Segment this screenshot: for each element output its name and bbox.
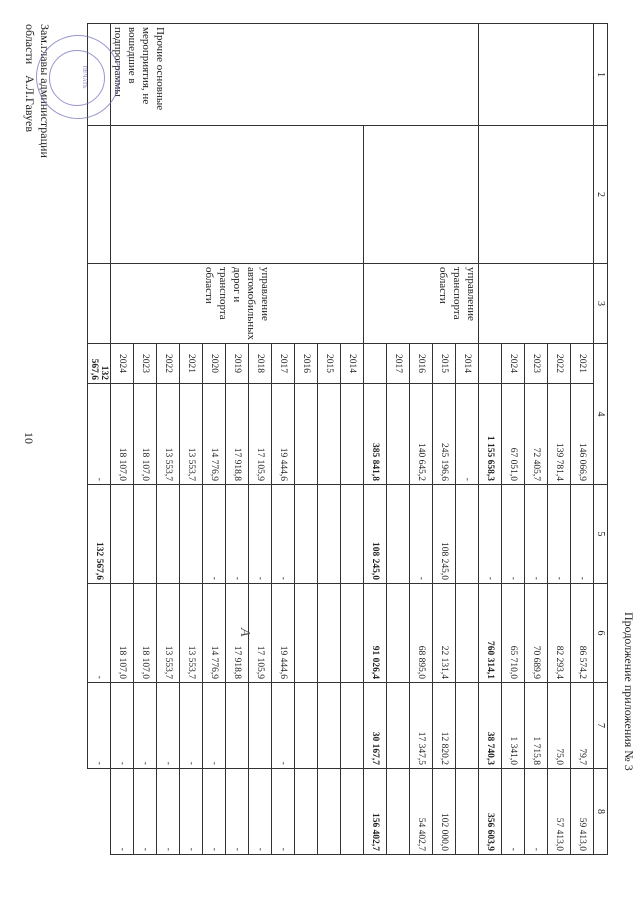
data-table [87,23,608,855]
value-cell: 13 553,7 [180,583,203,682]
value-cell: - [410,484,433,583]
sec1-col2 [479,126,594,264]
value-cell [318,383,341,484]
value-cell [341,583,364,682]
total-cell: 132 567,6 [88,343,111,383]
value-cell: - [203,484,226,583]
value-cell: - [456,383,479,484]
value-cell: - [502,768,525,854]
value-cell [295,583,318,682]
total-cell: - [88,383,111,484]
value-cell: - [111,768,134,854]
header-col-5: 5 [594,484,608,583]
value-cell: - [525,484,548,583]
value-cell: 13 553,7 [180,383,203,484]
value-cell: 19 444,6 [272,583,295,682]
value-cell: 108 245,0 [433,484,456,583]
value-cell: 70 689,9 [525,583,548,682]
value-cell [180,484,203,583]
official-stamp [36,35,120,119]
value-cell: - [203,682,226,768]
value-cell [387,484,410,583]
value-cell: 54 402,7 [410,768,433,854]
year-cell: 2020 [203,343,226,383]
value-cell: 17 105,9 [249,383,272,484]
footer-line1: Зам.главы администрации [38,24,52,158]
year-cell: 2015 [433,343,456,383]
year-cell [88,264,111,344]
year-cell: 2023 [525,343,548,383]
total-cell: 385 841,8 [364,383,387,484]
total-cell: 38 740,3 [479,682,502,768]
value-cell [295,768,318,854]
value-cell: - [272,484,295,583]
continuation-title: Продолжение приложения № 3 [622,612,636,771]
value-cell: 19 444,6 [272,383,295,484]
value-cell: 1 341,0 [502,682,525,768]
section-title: Прочие основные мероприятия, не вошедшие в подпрограммы [111,24,479,126]
total-row [88,24,111,855]
total-cell: 1 155 658,3 [479,383,502,484]
value-cell: - [203,768,226,854]
value-cell [295,682,318,768]
sec1-col1 [479,24,594,126]
year-cell [364,343,387,383]
value-cell: 79,7 [571,682,594,768]
value-cell: 65 710,0 [502,583,525,682]
value-cell: - [134,682,157,768]
value-cell: 102 000,0 [433,768,456,854]
table-row [571,24,594,855]
total-cell: 30 167,7 [364,682,387,768]
value-cell: - [180,682,203,768]
total-cell: - [88,583,111,682]
value-cell: 14 776,9 [203,583,226,682]
agency-name: управление транспорта области [364,264,479,344]
header-col-6: 6 [594,583,608,682]
year-cell: 2018 [249,343,272,383]
value-cell: - [249,484,272,583]
year-cell: 2022 [548,343,571,383]
header-col-2: 2 [594,126,608,264]
sec1-col3 [479,264,594,344]
value-cell: - [502,484,525,583]
total-cell: 108 245,0 [364,484,387,583]
value-cell [456,682,479,768]
value-cell: 13 553,7 [157,583,180,682]
value-cell [341,383,364,484]
value-cell [134,484,157,583]
value-cell [387,768,410,854]
handwritten-mark: А [237,628,252,637]
total-cell: 91 026,4 [364,583,387,682]
value-cell: 14 776,9 [203,383,226,484]
value-cell [295,484,318,583]
value-cell [341,768,364,854]
value-cell: 59 413,0 [571,768,594,854]
year-cell [479,343,502,383]
value-cell: - [226,768,249,854]
value-cell: 12 820,2 [433,682,456,768]
value-cell: 140 645,2 [410,383,433,484]
value-cell: - [548,484,571,583]
value-cell: 13 553,7 [157,383,180,484]
year-cell: 2024 [502,343,525,383]
value-cell [456,583,479,682]
year-cell: 2016 [295,343,318,383]
agency-name: управление автомобильных дорог и транспорта области [111,264,364,344]
value-cell: 139 781,4 [548,383,571,484]
sec2-col2 [364,126,479,264]
value-cell: - [272,682,295,768]
value-cell: 18 107,0 [134,583,157,682]
value-cell: 146 066,9 [571,383,594,484]
year-cell: 2017 [272,343,295,383]
value-cell: 75,0 [548,682,571,768]
header-col-1: 1 [594,24,608,126]
total-cell: 356 603,9 [479,768,502,854]
year-cell: 2022 [157,343,180,383]
value-cell: - [157,768,180,854]
value-cell [387,682,410,768]
value-cell: 72 405,7 [525,383,548,484]
year-cell: 2015 [318,343,341,383]
footer-line2: области [23,24,37,65]
value-cell: 18 107,0 [134,383,157,484]
header-col-4: 4 [594,343,608,484]
total-cell: - [479,484,502,583]
table-row [456,24,479,855]
total-cell: 156 402,7 [364,768,387,854]
value-cell [318,768,341,854]
value-cell: 1 715,8 [525,682,548,768]
year-cell: 2017 [387,343,410,383]
value-cell [226,682,249,768]
page-number: 10 [22,432,36,444]
header-col-3: 3 [594,264,608,344]
year-cell: 2024 [111,343,134,383]
stamp-inner-ring [49,50,105,106]
value-cell: 245 196,6 [433,383,456,484]
stamp-text: ПЕЧАТЬ [81,65,87,89]
value-cell [318,484,341,583]
value-cell: - [111,682,134,768]
value-cell: 17 918,8 [226,583,249,682]
value-cell [387,383,410,484]
value-cell [318,682,341,768]
value-cell: - [226,484,249,583]
year-cell: 2014 [456,343,479,383]
header-col-8: 8 [594,768,608,854]
value-cell [341,484,364,583]
value-cell: 86 574,2 [571,583,594,682]
value-cell: - [571,484,594,583]
sec3-col2 [111,126,364,264]
year-cell: 2023 [134,343,157,383]
value-cell: 17 347,5 [410,682,433,768]
value-cell: - [525,768,548,854]
year-cell: 2016 [410,343,433,383]
value-cell [249,682,272,768]
value-cell: 18 107,0 [111,383,134,484]
total-cell: 760 314,1 [479,583,502,682]
footer-signer: А.Л.Гавуев [23,75,37,132]
value-cell: 68 895,0 [410,583,433,682]
value-cell: - [134,768,157,854]
footer-line2-wrap [22,24,37,158]
value-cell [341,682,364,768]
value-cell: - [157,682,180,768]
value-cell: 22 131,4 [433,583,456,682]
value-cell: 82 293,4 [548,583,571,682]
value-cell: 17 105,9 [249,583,272,682]
year-cell: 2014 [341,343,364,383]
header-col-7: 7 [594,682,608,768]
value-cell: - [180,768,203,854]
value-cell: 18 107,0 [111,583,134,682]
table-row [341,24,364,855]
year-cell: 2021 [571,343,594,383]
value-cell [387,583,410,682]
value-cell: 17 918,8 [226,383,249,484]
value-cell: 67 051,0 [502,383,525,484]
value-cell [456,768,479,854]
header-row [594,24,608,855]
total-cell: - [88,682,111,768]
year-cell: 2021 [180,343,203,383]
value-cell [318,583,341,682]
value-cell: - [249,768,272,854]
total-cell: 132 567,6 [88,484,111,583]
sec3-total-col3 [88,126,111,264]
year-cell: 2019 [226,343,249,383]
value-cell: - [272,768,295,854]
value-cell [111,484,134,583]
value-cell: 57 413,0 [548,768,571,854]
value-cell [157,484,180,583]
value-cell [456,484,479,583]
value-cell [295,383,318,484]
